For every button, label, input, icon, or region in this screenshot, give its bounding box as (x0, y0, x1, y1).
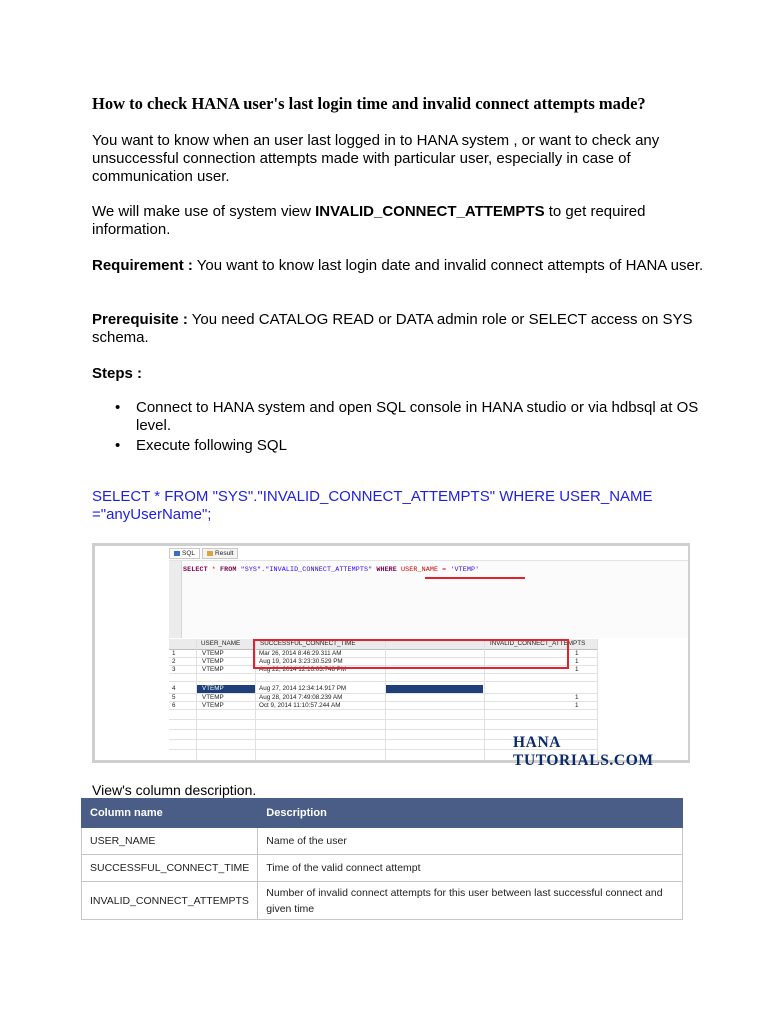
table-cell[interactable]: 1 (575, 702, 579, 709)
step-text: Connect to HANA system and open SQL console in HANA studio or via hdbsql at OS level. (136, 399, 699, 434)
editor-code (183, 566, 479, 574)
view-name: INVALID_CONNECT_ATTEMPTS (315, 203, 545, 220)
usage-prefix: We will make use of system view (92, 203, 316, 220)
usage-paragraph (92, 203, 712, 239)
table-cell[interactable]: VTEMP (202, 658, 224, 665)
bullet-marker: • (115, 437, 121, 454)
tab-result-label: Result (215, 550, 234, 557)
table-cell[interactable]: 1 (575, 694, 579, 701)
steps-list (92, 399, 712, 457)
table-cell: Time of the valid connect attempt (258, 855, 683, 882)
table-cell: INVALID_CONNECT_ATTEMPTS (82, 882, 258, 920)
row-number: 6 (172, 702, 176, 709)
grid-line (169, 729, 597, 730)
column-header: Description (258, 799, 683, 828)
table-row (82, 828, 683, 855)
highlight-underline (425, 577, 525, 579)
table-cell[interactable]: Aug 22, 2014 12:16:03.748 PM (259, 666, 347, 673)
row-number: 2 (172, 658, 176, 665)
table-cell[interactable]: Aug 27, 2014 12:34:14.917 PM (259, 685, 347, 692)
list-item (92, 399, 712, 435)
table-cell[interactable]: VTEMP (202, 666, 224, 673)
grid-line (169, 701, 597, 702)
usage-suffix: to get required information. (92, 203, 646, 238)
table-cell[interactable]: Mar 26, 2014 8:46:29.311 AM (259, 650, 342, 657)
column-header[interactable]: INVALID_CONNECT_ATTEMPTS (490, 640, 586, 647)
grid-line (169, 719, 597, 720)
selected-row-highlight (385, 685, 483, 693)
row-number: 1 (172, 650, 176, 657)
list-item (92, 437, 712, 455)
prerequisite-label: Prerequisite : (92, 311, 188, 328)
code-keyword: WHERE (376, 566, 397, 574)
steps-heading: Steps : (92, 365, 143, 382)
column-header[interactable]: USER_NAME (201, 640, 241, 647)
tab-sql[interactable] (169, 548, 200, 559)
table-row (82, 855, 683, 882)
table-cell: Number of invalid connect attempts for this user between last successful connect and given time (258, 882, 683, 920)
table-cell[interactable]: Aug 19, 2014 3:23:30.529 PM (259, 658, 343, 665)
code-text: * (207, 566, 221, 574)
tab-sql-label: SQL (182, 550, 196, 557)
requirement-paragraph (92, 257, 712, 275)
table-cell[interactable]: VTEMP (202, 702, 224, 709)
highlight-box (253, 639, 569, 669)
editor-gutter (169, 561, 182, 638)
sql-console-panel (169, 546, 688, 769)
table-row (82, 882, 683, 920)
step-text: Execute following SQL (136, 437, 287, 454)
result-icon (207, 551, 213, 556)
grid-line (169, 709, 597, 710)
table-cell[interactable]: 2 (575, 685, 579, 692)
grid-line (169, 681, 597, 682)
watermark-logo: HANA TUTORIALS.COM (513, 734, 654, 769)
table-cell: Name of the user (258, 828, 683, 855)
grid-line (169, 673, 597, 674)
table-cell[interactable]: 1 (575, 666, 579, 673)
table-cell[interactable]: 1 (575, 658, 579, 665)
table-cell[interactable]: Oct 9, 2014 11:10:57.244 AM (259, 702, 341, 709)
code-string: 'VTEMP' (450, 566, 480, 574)
sql-statement: SELECT * FROM "SYS"."INVALID_CONNECT_ATTEMPTS" WHERE USER_NAME ="anyUserName"; (92, 488, 653, 523)
console-tabs (169, 548, 240, 560)
table-cell[interactable]: VTEMP (202, 650, 224, 657)
sql-editor[interactable] (169, 560, 688, 638)
code-text: USER_NAME = (396, 566, 451, 574)
table-cell[interactable]: Aug 28, 2014 7:49:08.239 AM (259, 694, 343, 701)
code-keyword: SELECT (183, 566, 208, 574)
bullet-marker: • (115, 399, 121, 416)
table-cell: SUCCESSFUL_CONNECT_TIME (82, 855, 258, 882)
code-keyword: FROM (220, 566, 237, 574)
column-header[interactable]: SUCCESSFUL_CONNECT_TIME (260, 640, 356, 647)
row-number: 4 (172, 685, 176, 692)
intro-paragraph: You want to know when an user last logged in to HANA system , or want to check any unsuccessful connection attempts made with particular user, especially in case of communication user. (92, 132, 660, 185)
sql-icon (174, 551, 180, 556)
table-cell[interactable]: VTEMP (202, 694, 224, 701)
requirement-label: Requirement : (92, 257, 193, 274)
prerequisite-text: You need CATALOG READ or DATA admin role or SELECT access on SYS schema. (92, 311, 693, 346)
table-cell[interactable]: VTEMP (202, 685, 224, 692)
row-number: 5 (172, 694, 176, 701)
row-number: 3 (172, 666, 176, 673)
column-header: Column name (82, 799, 258, 828)
hana-studio-screenshot (92, 543, 690, 769)
column-description-table (81, 798, 683, 920)
table-cell: USER_NAME (82, 828, 258, 855)
table-cell[interactable]: 1 (575, 650, 579, 657)
page-title: How to check HANA user's last login time and invalid connect attempts made? (92, 94, 646, 113)
tab-result[interactable] (202, 548, 238, 559)
code-string: "SYS"."INVALID_CONNECT_ATTEMPTS" (236, 566, 377, 574)
prerequisite-paragraph (92, 311, 712, 347)
requirement-text: You want to know last login date and invalid connect attempts of HANA user. (192, 257, 704, 274)
table-caption: View's column description. (92, 782, 257, 798)
grid-line (169, 693, 597, 694)
